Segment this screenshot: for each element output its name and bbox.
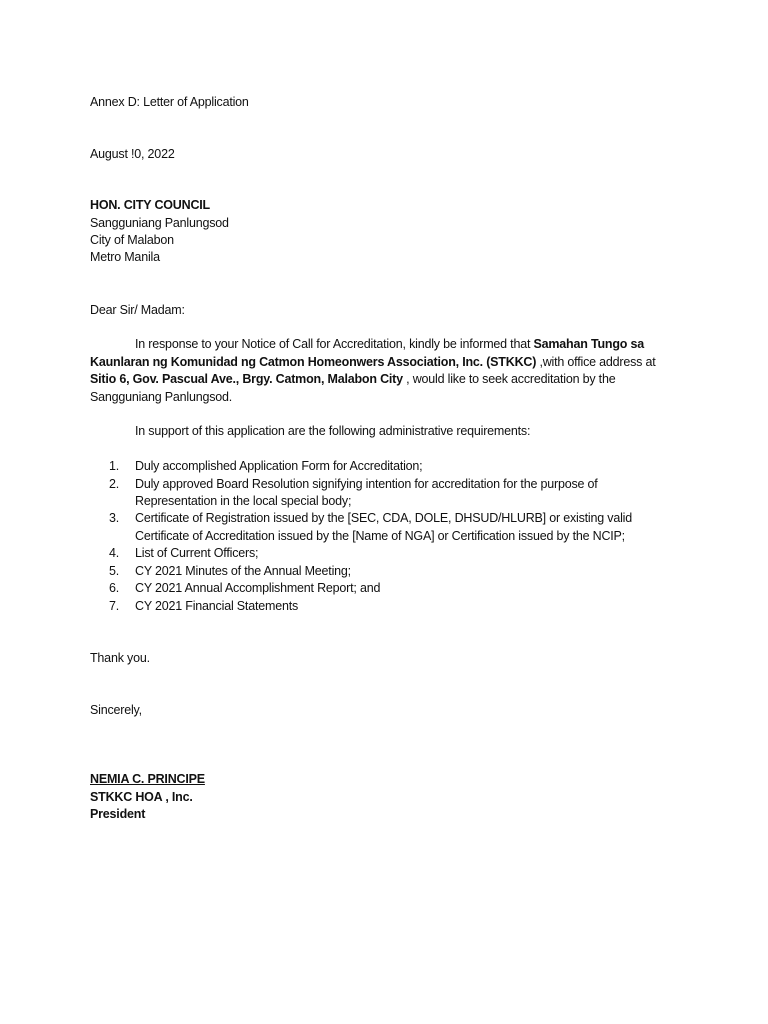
list-item: CY 2021 Minutes of the Annual Meeting; — [135, 564, 351, 578]
list-item-continuation: Representation in the local special body; — [135, 494, 352, 508]
list-item: Certificate of Registration issued by the [SEC, CDA, DOLE, DHSUD/HLURB] or existing valid — [135, 511, 632, 525]
paragraph-1-text: , would like to seek accreditation by the — [402, 372, 616, 386]
paragraph-1-text: In response to your Notice of Call for Accreditation, kindly be informed that — [135, 337, 534, 351]
signatory-title: President — [90, 807, 146, 821]
list-item-number: 3. — [109, 511, 120, 525]
closing: Sincerely, — [90, 703, 142, 717]
letter-date: August !0, 2022 — [90, 147, 175, 161]
organization-name: Samahan Tungo sa — [533, 337, 644, 351]
list-item-continuation: Certificate of Accreditation issued by the [Name of NGA] or Certification issued by the NCIP; — [135, 529, 625, 543]
list-item-number: 1. — [109, 459, 120, 473]
paragraph-1-line-3 — [90, 371, 615, 388]
list-item: List of Current Officers; — [135, 546, 259, 560]
office-address: Sitio 6, Gov. Pascual Ave., Brgy. Catmon, Malabon City — [90, 372, 403, 386]
signatory-name: NEMIA C. PRINCIPE — [90, 772, 205, 786]
paragraph-1-line-4: Sangguniang Panlungsod. — [90, 390, 233, 404]
list-item-number: 4. — [109, 546, 120, 560]
list-item-number: 6. — [109, 581, 120, 595]
paragraph-1-line-1 — [135, 336, 644, 353]
annex-title: Annex D: Letter of Application — [90, 95, 249, 109]
paragraph-1-line-2 — [90, 354, 656, 371]
recipient-line-2: Sangguniang Panlungsod — [90, 216, 229, 230]
list-item: Duly approved Board Resolution signifying intention for accreditation for the purpose of — [135, 477, 598, 491]
organization-name: Kaunlaran ng Komunidad ng Catmon Homeonwers Association, Inc. (STKKC) — [90, 355, 537, 369]
salutation: Dear Sir/ Madam: — [90, 303, 185, 317]
list-item-number: 2. — [109, 477, 120, 491]
signatory-organization: STKKC HOA , Inc. — [90, 790, 193, 804]
paragraph-2: In support of this application are the following administrative requirements: — [135, 424, 531, 438]
thank-you: Thank you. — [90, 651, 150, 665]
list-item: Duly accomplished Application Form for Accreditation; — [135, 459, 423, 473]
recipient-line-1: HON. CITY COUNCIL — [90, 198, 210, 212]
list-item-number: 7. — [109, 599, 120, 613]
list-item: CY 2021 Annual Accomplishment Report; and — [135, 581, 381, 595]
list-item: CY 2021 Financial Statements — [135, 599, 299, 613]
recipient-line-3: City of Malabon — [90, 233, 174, 247]
list-item-number: 5. — [109, 564, 120, 578]
recipient-line-4: Metro Manila — [90, 250, 160, 264]
paragraph-1-text: ,with office address at — [536, 355, 656, 369]
